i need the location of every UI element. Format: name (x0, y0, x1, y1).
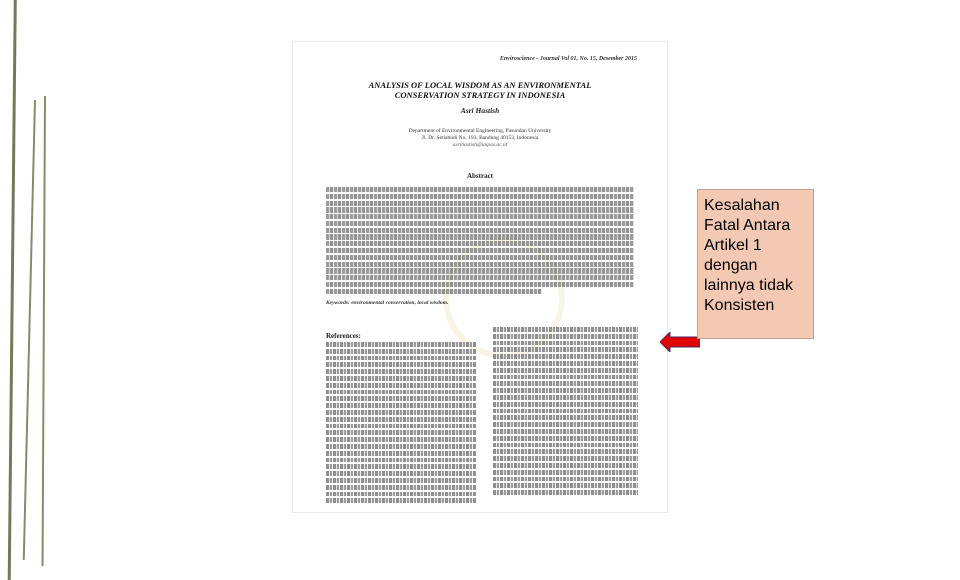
decorative-line (8, 0, 17, 580)
annotation-note: Kesalahan Fatal Antara Artikel 1 dengan lainnya tidak Konsisten (697, 189, 814, 339)
affiliation-line: Department of Environmental Engineering, Pasundan University (408, 128, 552, 134)
author-email: asrihastish@unpas.ac.id (452, 142, 508, 148)
paper-title-line: ANALYSIS OF LOCAL WISDOM AS AN ENVIRONMENTAL (368, 80, 592, 90)
references-body (326, 342, 476, 503)
running-head: Enviroscience - Journal Vol 01, No. 15, Desember 2015 (499, 56, 637, 62)
abstract-body (326, 187, 634, 296)
references-body (493, 327, 638, 495)
paper-keywords: Keywords: environmental conservation, local wisdom. (326, 300, 449, 306)
affiliation-line: Jl. Dr. Setiabudi No. 193, Bandung 40153, Indonesia (421, 135, 539, 141)
paper-affiliation (293, 128, 667, 149)
paper-title (313, 80, 647, 100)
left-arrow-icon (660, 332, 700, 352)
paper-title-line: CONSERVATION STRATEGY IN INDONESIA (394, 90, 566, 100)
references-heading: References: (326, 332, 361, 340)
paper-image (293, 42, 667, 512)
decorative-line (23, 100, 36, 560)
paper-author: Asri Hastish (460, 106, 500, 115)
references-column (326, 332, 476, 505)
references-column (493, 327, 638, 497)
abstract-heading: Abstract (466, 172, 494, 180)
decorative-line (42, 96, 46, 566)
